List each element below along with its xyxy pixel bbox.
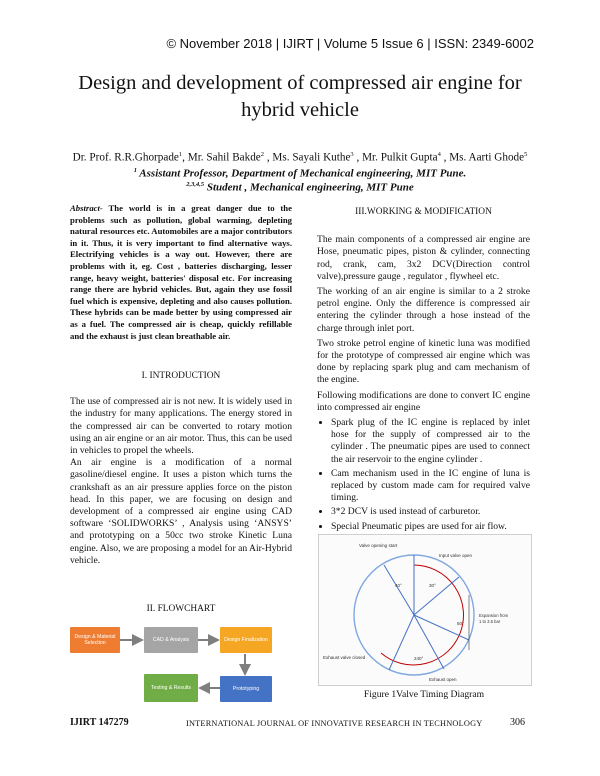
paper-title: [40, 70, 560, 124]
author-list: [30, 148, 570, 165]
modification-list: [317, 417, 530, 533]
working-paragraph-2: The working of an air engine is similar to a 2 stroke petrol engine. Only the difference is compressed air entering the cylinder through a hose instead of the charge through inlet port.: [317, 286, 530, 334]
author-separator: ,: [353, 151, 363, 164]
angle-label: 50°: [457, 621, 464, 626]
affiliation-2: [30, 178, 570, 195]
section-heading: III.WORKING & MODIFICATION: [355, 207, 492, 217]
author-name: Ms. Sayali Kuthe: [272, 151, 351, 164]
angle-label: 30°: [429, 583, 436, 588]
valve-timing-figure: [318, 534, 532, 686]
diagram-label: Valve opening start: [359, 543, 398, 548]
author-sup: 5: [524, 151, 528, 158]
footer-article-id: IJIRT 147279: [70, 717, 129, 728]
intro-paragraph-2: An air engine is a modification of a normal gasoline/diesel engine. It uses a piston which turns the crankshaft as an air pressure applies force on the piston head. In this paper, we are focusing on design and development of a compressed air engine using CAD software ‘SOLIDWORKS’ , Analysis using ‘ANSYS’ and prototyping on a 50cc two stroke Kinetic Luna engine. Also, we are proposing a model for an Air-Hybrid vehicle.: [70, 457, 292, 566]
author-name: Mr. Sahil Bakde: [187, 151, 261, 164]
title-line-1: Design and development of compressed air engine for: [78, 72, 522, 94]
diagram-label: Exhaust open: [429, 677, 457, 682]
introduction-section: [70, 370, 292, 567]
timing-line: [389, 615, 414, 670]
flowchart: [70, 618, 294, 706]
journal-header: © November 2018 | IJIRT | Volume 5 Issue 6 | ISSN: 2349-6002: [166, 36, 534, 51]
footer-journal-name: INTERNATIONAL JOURNAL OF INNOVATIVE RESEARCH IN TECHNOLOGY: [186, 719, 483, 728]
flow-box-prototyping: Prototyping: [220, 676, 272, 702]
valve-timing-diagram: [319, 535, 531, 685]
diagram-label: Expansion from: [479, 613, 509, 618]
figure-caption: Figure 1Valve Timing Diagram: [363, 689, 485, 700]
author-separator: ,: [440, 151, 450, 164]
affiliation-sup: 2,3,4,5: [186, 181, 205, 188]
flow-box-testing-results: Testing & Results: [144, 674, 198, 702]
author-separator: ,: [264, 151, 273, 164]
diagram-label: Exhaust valve closed: [323, 655, 366, 660]
author-name: Dr. Prof. R.R.Ghorpade: [72, 151, 179, 164]
flow-box-design-material: Design & Material Selection: [70, 627, 120, 653]
author-sup: 3: [350, 151, 354, 158]
flow-box-cad-analysis: CAD & Analysis: [144, 627, 198, 653]
list-item: • Spark plug of the IC engine is replaced by inlet hose for the supply of compressed air to the cylinder . The pneumatic pipes are used to connect the air reservoir to the engine cylinder .: [331, 417, 530, 466]
timing-line: [414, 615, 469, 640]
diagram-label: 1 to 3.5 bar: [479, 619, 501, 624]
author-sup: 4: [437, 151, 441, 158]
affiliation-text: Assistant Professor, Department of Mechanical engineering, MIT Pune.: [136, 167, 467, 180]
angle-label: 240°: [414, 656, 424, 661]
list-item: • 3*2 DCV is used instead of carburetor.: [331, 506, 530, 518]
working-section: [317, 206, 530, 535]
working-paragraph-4: Following modifications are done to convert IC engine into compressed air engine: [317, 389, 530, 413]
timing-line: [384, 565, 414, 615]
section-heading: I. INTRODUCTION: [141, 371, 221, 381]
flow-box-design-finalization: Design Finalization: [220, 627, 272, 653]
footer-page-number: 306: [510, 717, 525, 728]
author-sup: 1: [178, 151, 183, 158]
section-heading: II. FLOWCHART: [146, 604, 216, 614]
author-name: Ms. Aarti Ghode: [449, 151, 525, 164]
abstract-lead: Abstract-: [70, 203, 103, 213]
list-item: • Cam mechanism used in the IC engine of luna is replaced by custom made cam for required valve timing.: [331, 468, 530, 505]
author-sup: 2: [260, 151, 265, 158]
diagram-label: Input valve open: [439, 553, 473, 558]
title-line-2: hybrid vehicle: [241, 99, 359, 121]
timing-line: [414, 577, 459, 615]
affiliation-sup: 1: [133, 167, 137, 174]
list-item: • Special Pneumatic pipes are used for air flow.: [331, 521, 530, 533]
abstract: [70, 203, 292, 342]
intro-paragraph-1: The use of compressed air is not new. It is widely used in the industry for many applications. The energy stored in the compressed air can be converted to rotary motion using an air engine or an air motor. Thus, this can be used in vehicles to propel the wheels.: [70, 396, 292, 457]
flowchart-heading-wrap: [70, 603, 292, 615]
author-separator: ,: [182, 151, 188, 164]
working-paragraph-1: The main components of a compressed air engine are Hose, pneumatic pipes, piston & cylinder, connecting rod, crank, cam, 3x2 DCV(Direction control valve),pressure gauge , regulator , flywheel etc.: [317, 234, 530, 282]
affiliation-text: Student , Mechanical engineering, MIT Pune: [204, 181, 414, 194]
author-name: Mr. Pulkit Gupta: [362, 151, 438, 164]
angle-label: 40°: [395, 583, 402, 588]
abstract-text: The world is in a great danger due to the problems such as pollution, global warming, depleting natural resources etc. Automobiles are a major contributors in it. Thus, it is very important to find alternative ways. Electrifying vehicles is a way out. However, there are problems with it, eg. Cost , batteries discharging, lesser range, heavy weight, batteries' disposal etc. For increasing range there are hybrid vehicles. But, again they use fossil fuel which is expensive, depleting and also causes pollution. These hybrids can be made better by using compressed air as a fuel. The compressed air is cheap, quickly refillable and the exhaust is just clean breathable air.: [70, 203, 292, 341]
working-paragraph-3: Two stroke petrol engine of kinetic luna was modified for the prototype of compressed air engine which was done by replacing spark plug and cam mechanism of the engine.: [317, 337, 530, 386]
